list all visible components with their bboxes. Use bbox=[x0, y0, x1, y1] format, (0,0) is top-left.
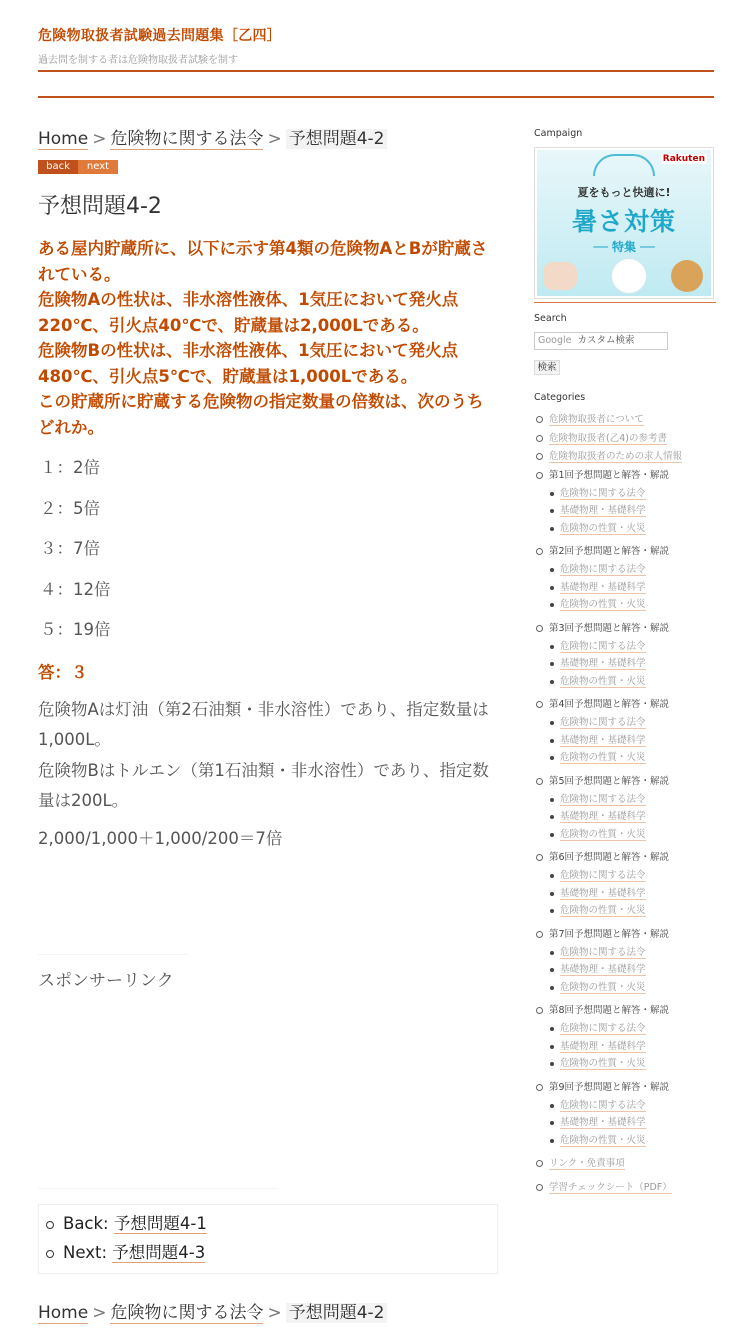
subcategory-item bbox=[549, 944, 716, 962]
subcategory-link[interactable]: 基礎物理・基礎科学 bbox=[560, 964, 646, 975]
breadcrumb-bottom bbox=[38, 1302, 387, 1324]
category-group bbox=[534, 543, 716, 614]
category-link[interactable]: 危険物取扱者(乙4)の参考書 bbox=[549, 432, 667, 444]
choice-item: ５：19倍 bbox=[40, 620, 111, 639]
post-navigation bbox=[38, 1204, 498, 1274]
ad-divider bbox=[38, 1188, 278, 1189]
category-group-label[interactable]: 第9回予想問題と解答・解説 bbox=[549, 1081, 670, 1093]
subcategory-link[interactable]: 危険物の性質・火災 bbox=[560, 599, 646, 610]
subcategory-item bbox=[549, 673, 716, 691]
subcategory-item bbox=[549, 1114, 716, 1132]
banner-line2: 暑さ対策 bbox=[571, 207, 676, 236]
subcategory-link[interactable]: 危険物に関する法令 bbox=[560, 1099, 646, 1111]
subcategory-link[interactable]: 基礎物理・基礎科学 bbox=[560, 887, 646, 899]
subcategory-item bbox=[549, 867, 716, 885]
subcategory-list bbox=[549, 944, 716, 997]
site-tagline: 過去問を制する者は危険物取扱者試験を制す bbox=[38, 55, 238, 66]
category-group bbox=[534, 467, 716, 538]
subcategory-item bbox=[549, 579, 716, 597]
subcategory-item bbox=[549, 732, 716, 750]
subcategory-link[interactable]: 危険物に関する法令 bbox=[560, 564, 646, 575]
choice-item: ２：5倍 bbox=[40, 498, 100, 518]
category-list bbox=[534, 411, 716, 1197]
choice-item: ３：7倍 bbox=[40, 539, 100, 558]
subcategory-link[interactable]: 危険物に関する法令 bbox=[560, 1023, 646, 1034]
category-item bbox=[534, 1179, 716, 1198]
breadcrumb-category[interactable]: 危険物に関する法令 bbox=[110, 1303, 264, 1323]
calculation-text: 2,000/1,000＋1,000/200＝7倍 bbox=[38, 828, 283, 848]
category-group-label[interactable]: 第8回予想問題と解答・解説 bbox=[549, 1005, 670, 1016]
subcategory-link[interactable]: 危険物に関する法令 bbox=[560, 717, 646, 728]
google-logo: Google bbox=[538, 335, 572, 346]
dog-illustration bbox=[671, 260, 703, 292]
subcategory-item bbox=[549, 502, 716, 520]
subcategory-link[interactable]: 危険物に関する法令 bbox=[560, 640, 646, 652]
subcategory-list bbox=[549, 867, 716, 920]
subcategory-item bbox=[549, 714, 716, 732]
subcategory-link[interactable]: 危険物に関する法令 bbox=[560, 946, 646, 958]
campaign-banner[interactable] bbox=[534, 147, 714, 299]
subcategory-item bbox=[549, 638, 716, 656]
subcategory-item bbox=[549, 1132, 716, 1150]
choice-item: ４：12倍 bbox=[40, 579, 111, 599]
subcategory-item bbox=[549, 561, 716, 579]
category-group bbox=[534, 926, 716, 997]
category-group bbox=[534, 849, 716, 920]
subcategory-link[interactable]: 危険物の性質・火災 bbox=[560, 981, 646, 993]
breadcrumb-current: 予想問題4-2 bbox=[286, 129, 388, 149]
site-header bbox=[38, 25, 714, 66]
subcategory-link[interactable]: 危険物の性質・火災 bbox=[560, 828, 646, 840]
main-content bbox=[38, 128, 498, 1323]
breadcrumb bbox=[38, 128, 498, 150]
breadcrumb-separator: > bbox=[267, 129, 282, 149]
subcategory-link[interactable]: 基礎物理・基礎科学 bbox=[560, 1040, 646, 1052]
subcategory-list bbox=[549, 1097, 716, 1150]
category-group-label[interactable]: 第3回予想問題と解答・解説 bbox=[549, 622, 670, 634]
category-group bbox=[534, 1079, 716, 1150]
sidebar-divider bbox=[534, 302, 716, 303]
subcategory-link[interactable]: 危険物の性質・火災 bbox=[560, 1134, 646, 1146]
subcategory-item bbox=[549, 485, 716, 503]
subcategory-list bbox=[549, 638, 716, 691]
category-group-label[interactable]: 第4回予想問題と解答・解説 bbox=[549, 699, 670, 710]
ad-divider bbox=[38, 954, 188, 955]
rakuten-logo: Rakuten bbox=[662, 154, 705, 164]
back-button[interactable]: back bbox=[38, 160, 78, 174]
subcategory-link[interactable]: 基礎物理・基礎科学 bbox=[560, 581, 646, 593]
breadcrumb-separator: > bbox=[92, 129, 107, 149]
subcategory-item bbox=[549, 520, 716, 538]
sun-icon bbox=[593, 154, 655, 176]
category-item bbox=[534, 448, 716, 467]
subcategory-item bbox=[549, 655, 716, 673]
subcategory-item bbox=[549, 1097, 716, 1115]
choice-item: １：2倍 bbox=[40, 458, 100, 477]
sponsor-label: スポンサーリンク bbox=[38, 971, 174, 991]
subcategory-item bbox=[549, 1020, 716, 1038]
subcategory-item bbox=[549, 596, 716, 614]
sidebar bbox=[534, 128, 716, 1202]
category-group-label[interactable]: 第2回予想問題と解答・解説 bbox=[549, 546, 670, 557]
subcategory-item bbox=[549, 902, 716, 920]
question-text: ある屋内貯蔵所に、以下に示す第4類の危険物AとBが貯蔵されている。 危険物Aの性状は、非水溶性液体、1気圧において発火点220℃、引火点40℃で、貯蔵量は2,000Lである。 危険物Bの性状は、非水溶性液体、1気圧において発火点480℃、引火点5℃で、貯蔵量は1,000Lである。 この貯蔵所に貯蔵する危険物の指定数量の倍数は、次のうちどれか。 bbox=[38, 239, 488, 437]
subcategory-item bbox=[549, 791, 716, 809]
subcategory-list bbox=[549, 791, 716, 844]
subcategory-item bbox=[549, 961, 716, 979]
subcategory-list bbox=[549, 714, 716, 767]
breadcrumb-separator: > bbox=[267, 1303, 282, 1323]
subcategory-item bbox=[549, 979, 716, 997]
subcategory-list bbox=[549, 1020, 716, 1073]
subcategory-item bbox=[549, 749, 716, 767]
category-link[interactable]: 学習チェックシート（PDF） bbox=[549, 1181, 672, 1193]
banner-line3: ── 特集 ── bbox=[593, 240, 655, 254]
category-link[interactable]: リンク・免責事項 bbox=[549, 1158, 625, 1169]
search-title: Search bbox=[534, 313, 567, 324]
category-group-label[interactable]: 第7回予想問題と解答・解説 bbox=[549, 928, 670, 940]
header-divider bbox=[38, 70, 714, 72]
category-group-label[interactable]: 第6回予想問題と解答・解説 bbox=[549, 852, 670, 863]
category-group-label[interactable]: 第5回予想問題と解答・解説 bbox=[549, 775, 670, 787]
nav-divider bbox=[38, 96, 714, 98]
subcategory-link[interactable]: 基礎物理・基礎科学 bbox=[560, 505, 646, 516]
subcategory-item bbox=[549, 1055, 716, 1073]
next-button[interactable]: next bbox=[78, 160, 118, 174]
category-item bbox=[534, 411, 716, 430]
categories-title: Categories bbox=[534, 392, 586, 403]
subcategory-link[interactable]: 危険物に関する法令 bbox=[560, 793, 646, 805]
breadcrumb-current: 予想問題4-2 bbox=[286, 1303, 388, 1323]
subcategory-link[interactable]: 危険物の性質・火災 bbox=[560, 752, 646, 763]
subcategory-link[interactable]: 危険物に関する法令 bbox=[560, 870, 646, 881]
subcategory-link[interactable]: 危険物の性質・火災 bbox=[560, 1058, 646, 1069]
person-illustration bbox=[543, 262, 577, 290]
breadcrumb-separator: > bbox=[92, 1303, 107, 1323]
page-title: 予想問題4-2 bbox=[38, 194, 162, 219]
postnav-back-label: Back: bbox=[63, 1214, 109, 1233]
search-button[interactable]: 検索 bbox=[534, 360, 560, 375]
subcategory-link[interactable]: 基礎物理・基礎科学 bbox=[560, 1117, 646, 1128]
subcategory-item bbox=[549, 885, 716, 903]
subcategory-item bbox=[549, 808, 716, 826]
answer-text: 答：３ bbox=[38, 662, 88, 682]
postnav-back-link[interactable]: 予想問題4-1 bbox=[113, 1214, 207, 1233]
subcategory-link[interactable]: 危険物に関する法令 bbox=[560, 487, 646, 499]
subcategory-link[interactable]: 基礎物理・基礎科学 bbox=[560, 811, 646, 822]
explanation-text: 危険物Aは灯油（第2石油類・非水溶性）であり、指定数量は1,000L。 危険物Bはトルエン（第1石油類・非水溶性）であり、指定数量は200L。 bbox=[38, 699, 489, 810]
pager bbox=[38, 160, 498, 174]
postnav-back bbox=[63, 1213, 497, 1242]
campaign-title: Campaign bbox=[534, 128, 583, 139]
banner-line1: 夏をもっと快適に! bbox=[577, 186, 671, 199]
category-group bbox=[534, 773, 716, 844]
postnav-next bbox=[63, 1242, 497, 1271]
subcategory-list bbox=[549, 561, 716, 614]
postnav-next-label: Next: bbox=[63, 1243, 107, 1262]
category-item bbox=[534, 1155, 716, 1174]
site-title[interactable]: 危険物取扱者試験過去問題集［乙四］ bbox=[38, 28, 282, 44]
category-item bbox=[534, 430, 716, 449]
category-group bbox=[534, 696, 716, 767]
breadcrumb-category[interactable]: 危険物に関する法令 bbox=[110, 129, 264, 149]
subcategory-item bbox=[549, 1038, 716, 1056]
search-input[interactable] bbox=[534, 332, 668, 350]
category-group bbox=[534, 620, 716, 691]
subcategory-list bbox=[549, 485, 716, 538]
subcategory-link[interactable]: 基礎物理・基礎科学 bbox=[560, 658, 646, 669]
subcategory-link[interactable]: 危険物の性質・火災 bbox=[560, 675, 646, 687]
category-group-label[interactable]: 第1回予想問題と解答・解説 bbox=[549, 469, 670, 481]
subcategory-link[interactable]: 基礎物理・基礎科学 bbox=[560, 734, 646, 746]
subcategory-item bbox=[549, 826, 716, 844]
breadcrumb-home[interactable]: Home bbox=[38, 1303, 89, 1323]
bear-illustration bbox=[611, 258, 647, 294]
category-link[interactable]: 危険物取扱者のための求人情報 bbox=[549, 451, 683, 462]
category-group bbox=[534, 1002, 716, 1073]
subcategory-link[interactable]: 危険物の性質・火災 bbox=[560, 905, 646, 916]
postnav-next-link[interactable]: 予想問題4-3 bbox=[112, 1243, 206, 1262]
choice-list bbox=[38, 448, 498, 651]
subcategory-link[interactable]: 危険物の性質・火災 bbox=[560, 522, 646, 534]
breadcrumb-home[interactable]: Home bbox=[38, 129, 89, 149]
category-link[interactable]: 危険物取扱者について bbox=[549, 414, 644, 425]
search-placeholder: カスタム検索 bbox=[577, 335, 635, 346]
banner-image[interactable] bbox=[537, 150, 711, 296]
